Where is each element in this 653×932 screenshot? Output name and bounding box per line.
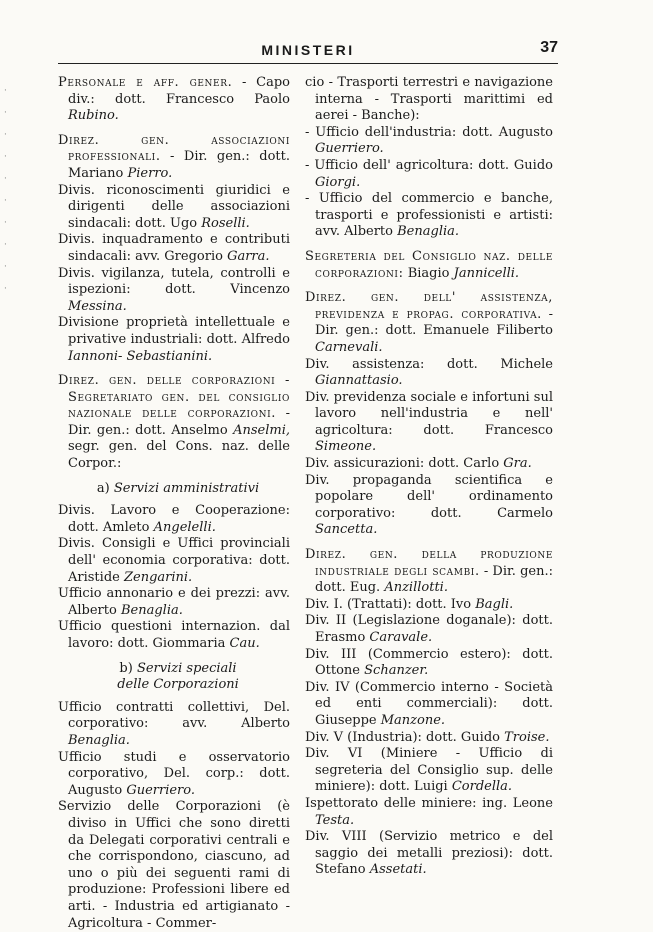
entry-assistenza: [305, 290, 553, 356]
entry-text: Div. assistenza: dott. Michele: [305, 356, 553, 372]
entry-division: [305, 647, 553, 680]
entry-text: Div. VIII (Servizio metrico e del saggio dei metalli preziosi): dott. Stefano: [305, 829, 553, 878]
section-title: Servizi amministrativi: [113, 480, 260, 496]
person-name: Sancetta.: [315, 522, 378, 538]
person-name: Benaglia.: [397, 224, 460, 240]
entry-division: [305, 829, 553, 879]
person-name: Benaglia.: [120, 602, 183, 618]
entry-division: [58, 183, 290, 233]
org-name: Segreteria del Consiglio naz. delle corporazioni:: [305, 248, 553, 281]
person-name: Jannicelli.: [453, 265, 520, 281]
entry-service: [58, 586, 290, 619]
person-name: Rubino.: [68, 108, 119, 124]
org-name: Personale e aff. gener.: [58, 75, 233, 90]
entry-associazioni: [58, 133, 290, 183]
left-column: [58, 75, 290, 932]
entry-service: [58, 750, 290, 800]
entry-division: [305, 597, 553, 614]
section-label: b): [119, 660, 133, 676]
section-heading-a: [58, 481, 290, 498]
entry-text: Div. IV (Commercio interno - Società ed enti commerciali): dott. Giuseppe: [305, 679, 553, 728]
person-name: Pierro.: [127, 165, 173, 181]
entry-produzione: [305, 547, 553, 597]
person-name: Messina.: [68, 298, 127, 314]
person-name: Guerriero.: [315, 141, 384, 157]
entry-text: Divis. riconoscimenti giuridici e dirigenti delle associazioni sindacali: dott. Ugo: [58, 182, 290, 231]
person-name: Testa.: [315, 812, 355, 828]
person-name: Cordella.: [451, 779, 513, 795]
entry-service: [58, 619, 290, 652]
person-name: Troise.: [504, 729, 550, 745]
person-name: Garra.: [227, 248, 270, 264]
right-column: [305, 75, 553, 879]
entry-text: Ufficio annonario e dei prezzi: avv. Alberto: [58, 586, 290, 618]
entry-text: - Ufficio dell'industria: dott. Augusto: [305, 124, 553, 140]
entry-division: [58, 315, 290, 365]
entry-division: [305, 796, 553, 829]
entry-text: Divis. Lavoro e Cooperazione: dott. Amleto: [58, 503, 290, 535]
person-name: Carnevali.: [315, 339, 383, 355]
entry-text: - Ufficio dell' agricoltura: dott. Guido: [305, 157, 553, 173]
person-name: Benaglia.: [68, 732, 130, 748]
entry-division: [305, 390, 553, 456]
header-rule: [58, 63, 558, 64]
entry-division: [305, 357, 553, 390]
person-name: Caravale.: [369, 630, 433, 645]
entry-text: Div. VI (Miniere - Ufficio di segreteria del Consiglio sup. delle miniere): dott. Luigi: [305, 746, 553, 795]
org-name: Direz. gen. della produzione industriale degli scambi.: [305, 547, 553, 579]
org-name: Direz. gen. delle corporazioni - Segretariato gen. del consiglio nazionale delle corporazioni.: [58, 373, 290, 422]
person-name: Anzillotti.: [384, 580, 448, 596]
entry-service: [58, 503, 290, 536]
running-head-title: MINISTERI: [261, 42, 355, 58]
entry-text: Div. II (Legislazione doganale): dott. Erasmo: [305, 613, 553, 645]
person-name: Schanzer.: [364, 663, 429, 679]
person-name: Giannattasio.: [315, 373, 403, 389]
entry-text: Div. III (Commercio estero): dott. Ottone: [305, 646, 553, 679]
entry-text: Div. propaganda scientifica e popolare dell' ordinamento corporativo: dott. Carmelo: [305, 472, 553, 521]
entry-segreteria: [305, 249, 553, 282]
person-name: Guerriero.: [126, 782, 195, 798]
entry-text: Ufficio studi e osservatorio corporativo, Del. corp.: dott. Augusto: [58, 749, 290, 798]
entry-text: - Dir. gen.: dott. Anselmo: [68, 406, 290, 438]
page-number: 37: [540, 39, 558, 56]
person-name: Manzone.: [380, 712, 446, 728]
entry-servizio: Servizio delle Corporazioni (è diviso in Uffici che sono diretti da Delegati corporativi centrali e che corrispondono, ciascuno, ad uno o più dei seguenti rami di produzione: Professioni libere ed arti. - Industria ed artigianato - Agricoltura - Commer-: [58, 799, 290, 931]
entry-personale: [58, 75, 290, 125]
entry-division: [305, 746, 553, 796]
entry-text: Ispettorato delle miniere: ing. Leone: [305, 795, 553, 811]
person-name: Roselli.: [201, 215, 250, 231]
entry-text: Div. assicurazioni: dott. Carlo: [305, 456, 504, 472]
entry-ufficio: [305, 158, 553, 191]
entry-service: [58, 700, 290, 750]
entry-text: - Dir. gen.: dott. Emanuele Filiberto: [315, 306, 553, 339]
section-label: a): [96, 480, 110, 496]
entry-division: [305, 613, 553, 646]
entry-text: - Capo div.: dott. Francesco Paolo: [68, 75, 290, 107]
person-name: Iannoni- Sebastianini.: [68, 348, 213, 364]
entry-text: Div. previdenza sociale e infortuni sul lavoro nell'industria e nell' agricoltura: dott. Francesco: [305, 389, 553, 438]
entry-text: Div. V (Industria): dott. Guido: [305, 729, 505, 745]
entry-division: [305, 473, 553, 539]
entry-text: Ufficio questioni internazion. dal lavoro: dott. Giommaria: [58, 619, 290, 651]
entry-division: [58, 266, 290, 316]
entry-text: Div. I. (Trattati): dott. Ivo: [305, 596, 476, 612]
entry-division: [305, 730, 553, 747]
org-name: Direz. gen. dell' assistenza, previdenza e propag. corporativa.: [305, 290, 553, 322]
margin-bleed-marks: · · · · · · · · · ·: [4, 86, 7, 294]
entry-text: Divisione proprietà intellettuale e privative industriali: dott. Alfredo: [58, 315, 290, 347]
entry-text: Divis. Consigli e Uffici provinciali dell' economia corporativa: dott. Aristide: [58, 536, 290, 585]
entry-text: Divis. vigilanza, tutela, controlli e ispezioni: dott. Vincenzo: [58, 265, 290, 298]
entry-text: Divis. inquadramento e contributi sindacali: avv. Gregorio: [58, 232, 290, 264]
section-title: delle Corporazioni: [117, 677, 239, 693]
entry-division: [305, 680, 553, 730]
person-name: Assetati.: [369, 862, 427, 878]
section-title: Servizi speciali: [136, 660, 237, 676]
person-name: Gra.: [503, 456, 532, 472]
person-name: Simeone.: [315, 439, 377, 455]
entry-text: Ufficio contratti collettivi, Del. corporativo: avv. Alberto: [58, 699, 290, 732]
entry-corporazioni: [58, 373, 290, 473]
org-name: Direz. gen. associazioni professionali.: [58, 132, 290, 165]
entry-continuation: cio - Trasporti terrestri e navigazione interna - Trasporti marittimi ed aerei - Banche):: [305, 75, 553, 124]
person-name: Anselmi,: [233, 422, 290, 438]
entry-text: - Dir. gen.: dott. Mariano: [68, 149, 290, 181]
person-name: Angelelli.: [153, 519, 216, 535]
person-name: Bagli.: [475, 596, 514, 612]
entry-ufficio: [305, 191, 553, 241]
person-name: Giorgi.: [315, 174, 361, 190]
entry-text: segr. gen. del Cons. naz. delle Corpor.:: [68, 439, 290, 472]
entry-division: [305, 456, 553, 473]
entry-text: - Ufficio del commercio e banche, trasporti e professionisti e artisti: avv. Alberto: [305, 191, 553, 240]
entry-service: [58, 536, 290, 586]
person-name: Cau.: [229, 636, 260, 651]
entry-text: - Dir. gen.: dott. Eug.: [315, 563, 553, 596]
section-heading-b: [58, 661, 290, 694]
entry-text: Biagio: [403, 265, 454, 281]
person-name: Zengarini.: [123, 569, 193, 585]
entry-division: [58, 232, 290, 265]
entry-ufficio: [305, 125, 553, 158]
